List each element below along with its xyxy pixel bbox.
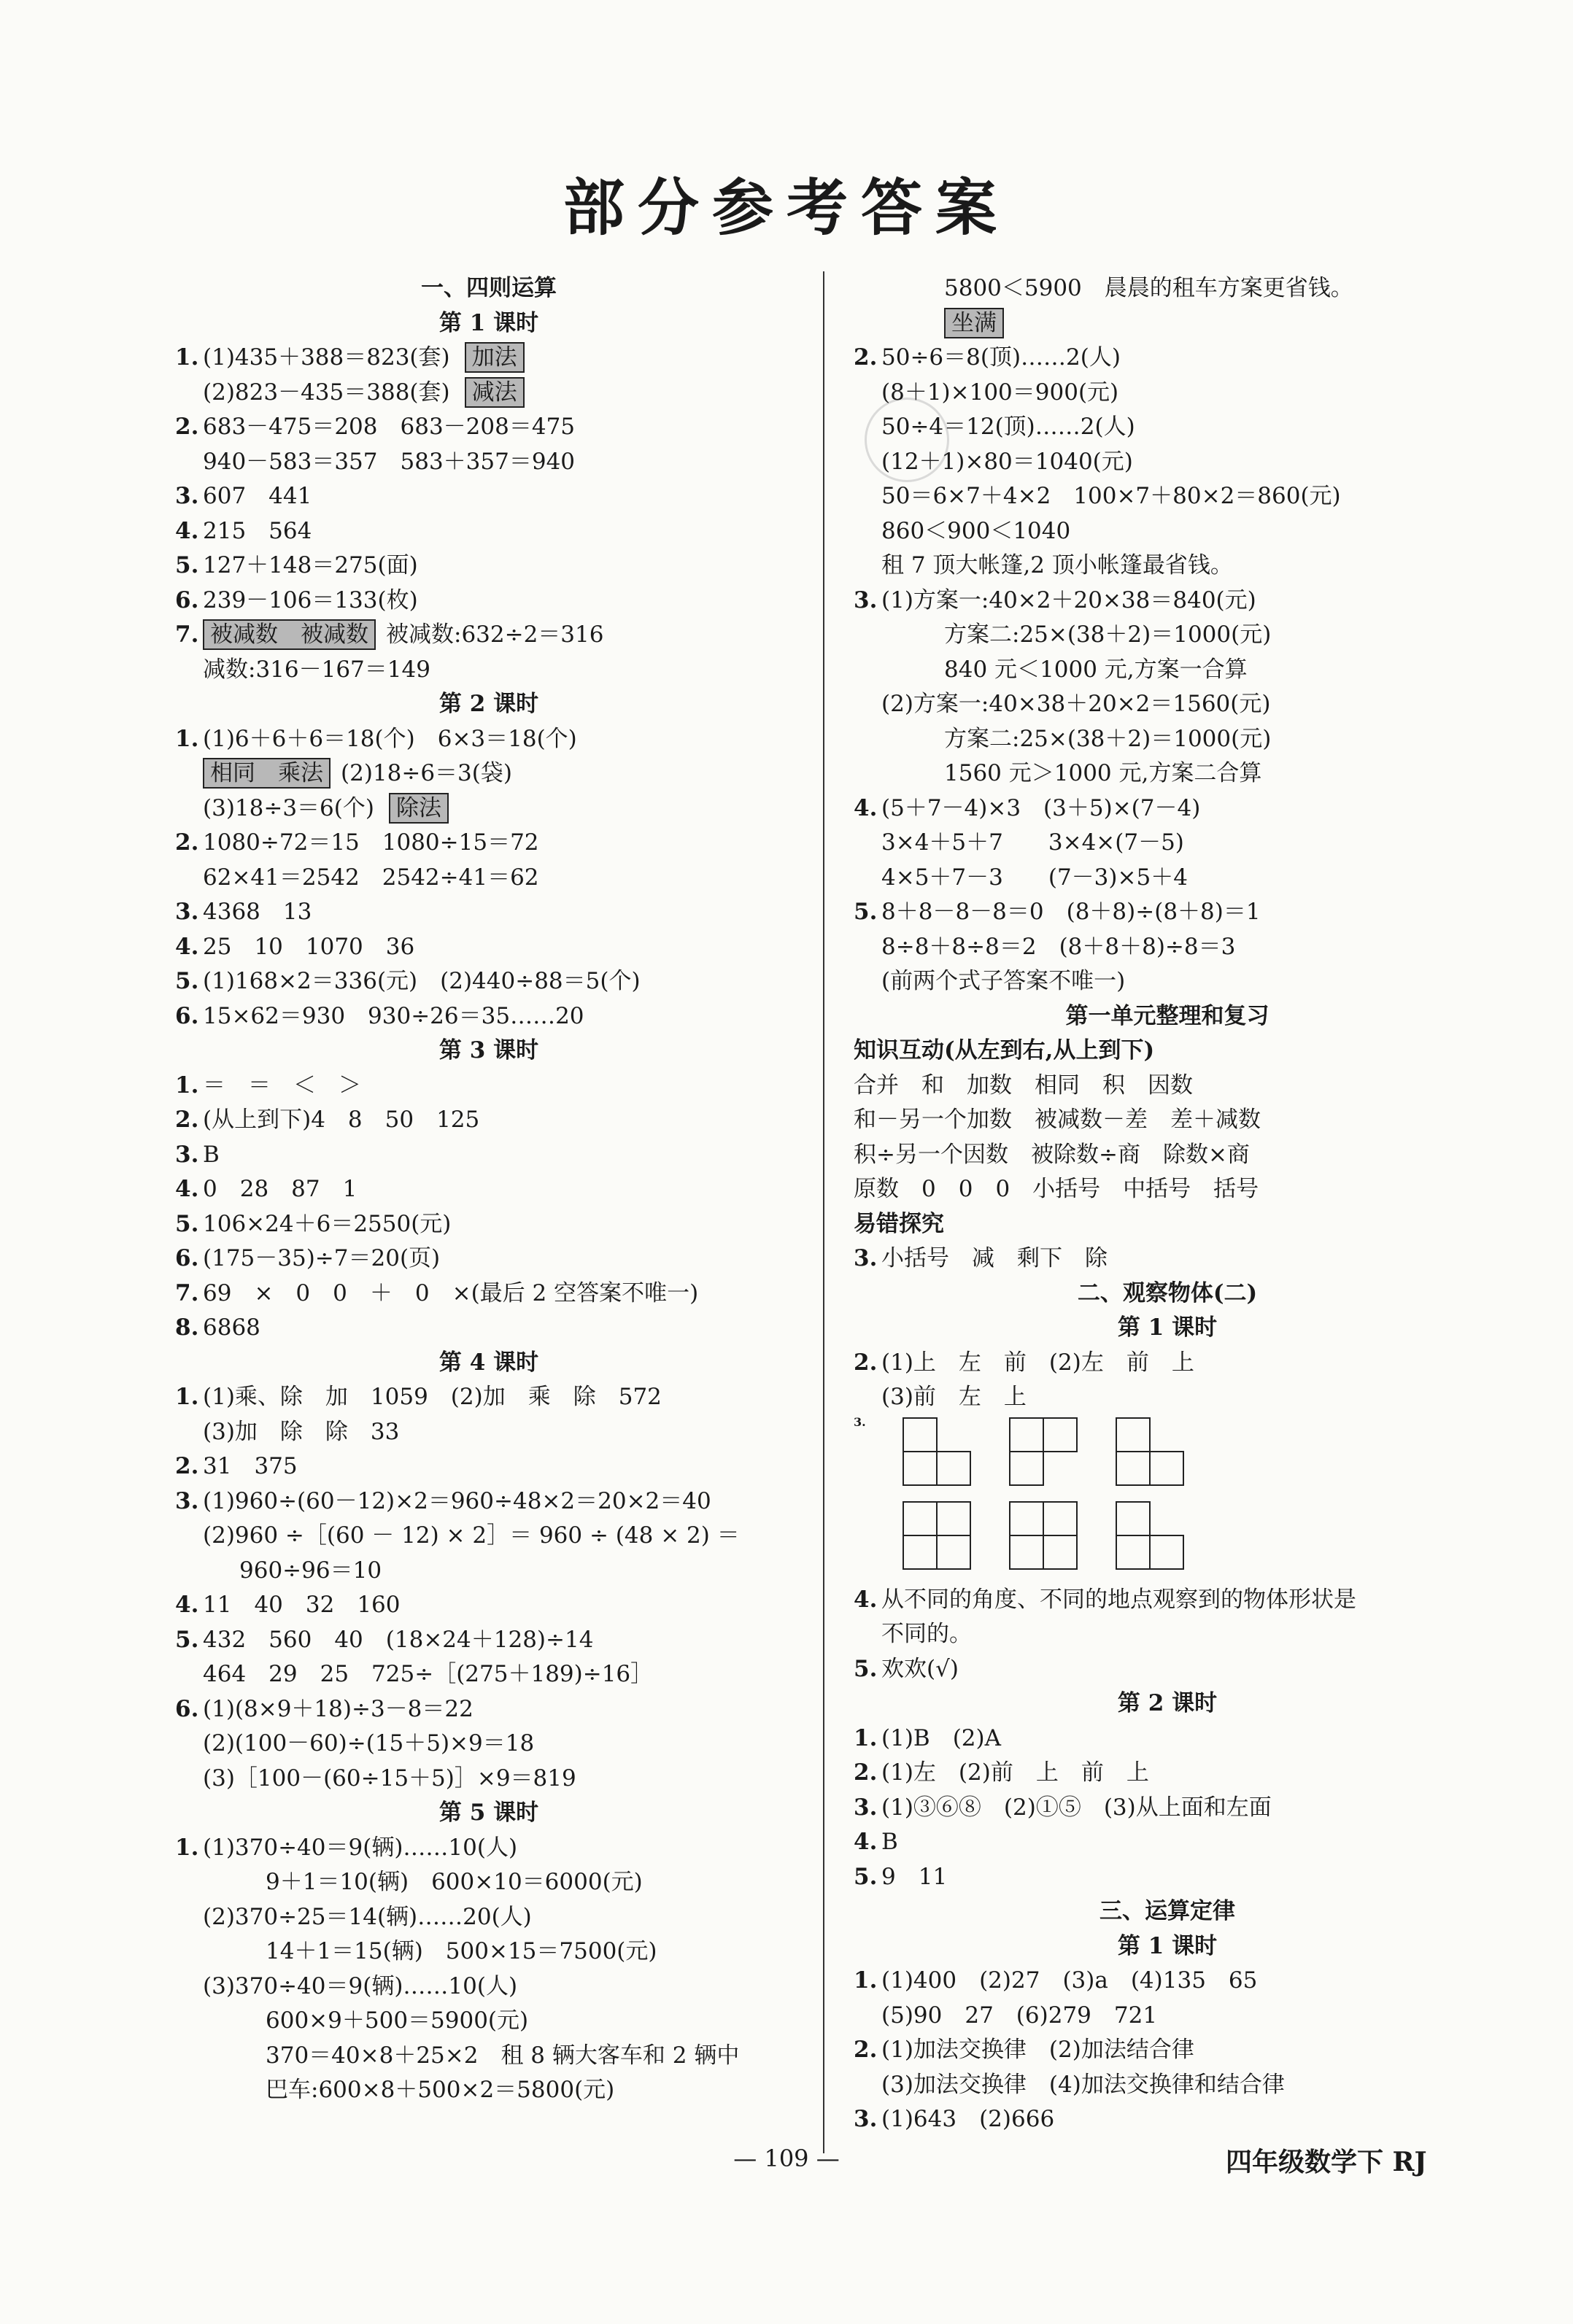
answer-text: 25 10 1070 36 <box>203 933 415 960</box>
answer-text: 62×41＝2542 2542÷41＝62 <box>203 864 539 891</box>
shape-square <box>903 1501 938 1536</box>
answer-number: 5. <box>175 552 199 578</box>
shape-gap <box>1150 1418 1183 1452</box>
answer-text: (1)上 左 前 (2)左 前 上 <box>881 1349 1194 1376</box>
answer-line <box>854 1242 1481 1277</box>
left-column <box>175 271 803 2108</box>
answer-line <box>854 1034 1481 1069</box>
answer-text: (1)643 (2)666 <box>881 2106 1055 2132</box>
section-heading: 第 3 课时 <box>438 1037 539 1064</box>
answer-line <box>854 410 1481 445</box>
answer-text: 8＋8－8－8＝0 (8＋8)÷(8＋8)＝1 <box>881 899 1261 925</box>
answer-number: 5. <box>175 1626 199 1653</box>
shape-square <box>1043 1501 1078 1536</box>
answer-number: 3. <box>175 483 199 509</box>
answer-text: 租 7 顶大帐篷,2 顶小帐篷最省钱。 <box>881 552 1233 578</box>
shape-square <box>936 1501 971 1536</box>
answer-number: 3. <box>175 1141 199 1168</box>
answer-text: 960÷96＝10 <box>239 1557 382 1584</box>
shape-square <box>1116 1417 1151 1452</box>
answer-line <box>854 861 1481 896</box>
section-heading: 三、运算定律 <box>1099 1898 1235 1924</box>
answer-line <box>854 584 1481 619</box>
answer-text: (1)左 (2)前 上 前 上 <box>881 1759 1149 1786</box>
view-shape <box>1010 1418 1077 1485</box>
shape-square <box>936 1535 971 1570</box>
answer-text: 15×62＝930 930÷26＝35……20 <box>203 1002 584 1029</box>
answer-text: 69 × 0 0 ＋ 0 ×(最后 2 空答案不唯一) <box>203 1279 699 1306</box>
answer-number: 7. <box>175 621 199 648</box>
section-heading: 第 1 课时 <box>438 309 539 336</box>
answer-line <box>854 826 1481 861</box>
answer-line <box>854 1138 1481 1173</box>
right-column <box>854 271 1481 2137</box>
answer-text: (1)加法交换律 (2)加法结合律 <box>881 2037 1194 2063</box>
answer-number: 2. <box>175 414 199 440</box>
answer-text: (1)乘、除 加 1059 (2)加 乘 除 572 <box>203 1384 662 1410</box>
answer-text: (3)前 左 上 <box>881 1384 1027 1410</box>
answer-text: (3)加 除 除 33 <box>203 1418 400 1445</box>
answer-line <box>175 584 803 619</box>
shape-square <box>1043 1417 1078 1452</box>
answer-text: 3×4＋5＋7 3×4×(7－5) <box>881 829 1184 856</box>
answer-line <box>854 930 1481 965</box>
answer-line <box>175 514 803 549</box>
answer-line <box>175 1727 803 1762</box>
answer-number: 5. <box>175 1210 199 1237</box>
answer-line <box>175 999 803 1034</box>
answer-number: 4. <box>175 1176 199 1202</box>
answer-text: 50÷4＝12(顶)……2(人) <box>881 414 1135 440</box>
highlight-box: 坐满 <box>944 308 1004 338</box>
answer-line <box>854 376 1481 411</box>
answer-line <box>854 964 1481 999</box>
answer-number: 2. <box>854 1349 878 1376</box>
answer-text: 不同的。 <box>881 1621 972 1647</box>
answer-number: 3. <box>854 2106 878 2132</box>
answer-text: (2)18÷6＝3(袋) <box>341 760 512 786</box>
answer-line <box>854 1964 1481 1999</box>
shape-square <box>1009 1501 1044 1536</box>
shape-square <box>903 1451 938 1486</box>
answer-line <box>175 1831 803 1866</box>
answer-line <box>175 1554 803 1589</box>
answer-line <box>175 756 803 791</box>
answer-line <box>175 1415 803 1450</box>
answer-line <box>175 445 803 480</box>
answer-text: 50＝6×7＋4×2 100×7＋80×2＝860(元) <box>881 483 1341 509</box>
answer-line <box>175 549 803 584</box>
answer-line <box>854 2102 1481 2137</box>
answer-text: (3)370÷40＝9(辆)……10(人) <box>203 1972 518 1999</box>
answer-line <box>854 618 1481 653</box>
view-shape <box>1010 1502 1077 1569</box>
answer-text: 欢欢(√) <box>881 1655 959 1682</box>
answer-text: 和－另一个加数 被减数－差 差＋减数 <box>854 1107 1261 1133</box>
answer-text: (3)加法交换律 (4)加法交换律和结合律 <box>881 2071 1285 2098</box>
answer-text: (1)(8×9＋18)÷3－8＝22 <box>203 1695 474 1722</box>
answer-line <box>854 895 1481 930</box>
answer-number: 1. <box>175 1072 199 1099</box>
answer-line <box>175 2039 803 2074</box>
answer-text: (2)方案一:40×38＋20×2＝1560(元) <box>881 691 1271 717</box>
answer-number: 3. <box>854 586 878 613</box>
answer-text: 巴车:600×8＋500×2＝5800(元) <box>266 2077 615 2103</box>
answer-line <box>854 1069 1481 1104</box>
answer-line <box>854 1825 1481 1860</box>
answer-line <box>175 1657 803 1692</box>
answer-number: 6. <box>175 1245 199 1271</box>
answer-line <box>854 479 1481 514</box>
answer-line <box>175 1865 803 1900</box>
answer-number: 3. <box>854 1794 878 1821</box>
answer-line <box>175 618 803 653</box>
answer-text: 积÷另一个因数 被除数÷商 除数×商 <box>854 1141 1250 1168</box>
answer-text: 知识互动(从左到右,从上到下) <box>854 1037 1155 1064</box>
answer-text: 127＋148＝275(面) <box>203 552 418 578</box>
answer-text: (2)823－435＝388(套) <box>203 379 450 406</box>
answer-number: 6. <box>175 1002 199 1029</box>
view-shape <box>1116 1502 1183 1569</box>
answer-line <box>854 1860 1481 1895</box>
answer-number: 2. <box>175 829 199 856</box>
answer-number: 4. <box>854 794 878 821</box>
answer-text: (1)435＋388＝823(套) <box>203 344 450 371</box>
answer-line <box>854 1583 1481 1618</box>
answer-text: 239－106＝133(枚) <box>203 586 418 613</box>
answer-number: 8. <box>175 1314 199 1341</box>
answer-line <box>175 1762 803 1797</box>
answer-text: (2)(100－60)÷(15＋5)×9＝18 <box>203 1730 535 1756</box>
answer-line <box>175 1969 803 2005</box>
column-divider <box>823 271 824 2153</box>
section-heading: 第 2 课时 <box>1117 1690 1218 1716</box>
answer-line <box>175 479 803 514</box>
answer-text: 940－583＝357 583＋357＝940 <box>203 448 576 475</box>
answer-text: (5)90 27 (6)279 721 <box>881 2002 1158 2029</box>
answer-text: 14＋1＝15(辆) 500×15＝7500(元) <box>266 1938 657 1964</box>
answer-number: 1. <box>175 344 199 371</box>
answer-number: 4. <box>854 1829 878 1855</box>
answer-line <box>175 1138 803 1173</box>
answer-line <box>175 964 803 999</box>
answer-line <box>175 1623 803 1658</box>
answer-line <box>175 1277 803 1312</box>
answer-text: (从上到下)4 8 50 125 <box>203 1107 480 1133</box>
section-heading: 一、四则运算 <box>421 275 557 301</box>
answer-text: (1)③⑥⑧ (2)①⑤ (3)从上面和左面 <box>881 1794 1272 1821</box>
shape-square <box>1009 1417 1044 1452</box>
answer-line <box>854 1999 1481 2034</box>
answer-line <box>175 2004 803 2039</box>
answer-text: 607 441 <box>203 483 312 509</box>
answer-text: 易错探究 <box>854 1210 944 1237</box>
answer-line <box>175 930 803 965</box>
answer-line <box>854 1380 1481 1415</box>
answer-line <box>854 687 1481 722</box>
shape-gap <box>1043 1452 1077 1485</box>
answer-line <box>854 445 1481 480</box>
answer-text: 方案二:25×(38＋2)＝1000(元) <box>944 725 1272 752</box>
view-shape <box>1116 1418 1183 1485</box>
shape-square <box>903 1535 938 1570</box>
answer-text: 原数 0 0 0 小括号 中括号 括号 <box>854 1176 1259 1202</box>
answer-text: 840 元＜1000 元,方案一合算 <box>944 656 1248 683</box>
view-shape <box>903 1418 970 1485</box>
answer-text: 合并 和 加数 相同 积 因数 <box>854 1072 1193 1099</box>
answer-text: 从不同的角度、不同的地点观察到的物体形状是 <box>881 1586 1356 1613</box>
answer-number: 4. <box>175 933 199 960</box>
answer-line <box>854 271 1481 306</box>
answer-text: (3)18÷3＝6(个) <box>203 794 374 821</box>
answer-line <box>854 722 1481 757</box>
answer-text: (2)370÷25＝14(辆)……20(人) <box>203 1903 532 1930</box>
answer-line <box>854 549 1481 584</box>
view-shape <box>903 1502 970 1569</box>
answer-number: 4. <box>854 1586 878 1613</box>
answer-text: 被减数:632÷2＝316 <box>386 621 604 648</box>
answer-line <box>854 1617 1481 1652</box>
answer-line <box>854 653 1481 688</box>
answer-line <box>175 1934 803 1969</box>
highlight-box: 加法 <box>465 342 525 373</box>
answer-text: 1080÷72＝15 1080÷15＝72 <box>203 829 539 856</box>
answer-number: 3. <box>854 1414 866 1429</box>
answer-text: (1)168×2＝336(元) (2)440÷88＝5(个) <box>203 968 641 994</box>
answer-line <box>175 826 803 861</box>
section-heading: 第 5 课时 <box>438 1800 539 1826</box>
shape-square <box>936 1451 971 1486</box>
grade-label: 四年级数学下 RJ <box>1226 2147 1427 2177</box>
answer-text: 8÷8＋8÷8＝2 (8＋8＋8)÷8＝3 <box>881 933 1236 960</box>
answer-line <box>854 2068 1481 2103</box>
answer-number: 2. <box>854 2037 878 2063</box>
answer-line <box>175 1449 803 1484</box>
shape-square <box>1009 1535 1044 1570</box>
answer-text: B <box>881 1829 898 1855</box>
answer-number: 1. <box>175 1384 199 1410</box>
answer-text: (8＋1)×100＝900(元) <box>881 379 1119 406</box>
answer-line <box>854 1721 1481 1756</box>
section-heading: 第 1 课时 <box>1117 1932 1218 1959</box>
answer-number: 5. <box>175 968 199 994</box>
answer-line <box>854 1652 1481 1687</box>
answer-line <box>854 1103 1481 1138</box>
answer-text: 9 11 <box>881 1863 948 1890</box>
highlight-box: 被减数 被减数 <box>203 619 376 650</box>
answer-number: 1. <box>175 1834 199 1861</box>
answer-line <box>175 1242 803 1277</box>
page-number: — 109 — <box>733 2145 840 2172</box>
answer-number: 1. <box>175 725 199 752</box>
answer-line <box>854 1207 1481 1242</box>
answer-line <box>175 410 803 445</box>
answer-number: 3. <box>175 1487 199 1514</box>
answer-line <box>175 1588 803 1623</box>
answer-line <box>854 514 1481 549</box>
answer-number: 4. <box>175 1592 199 1618</box>
answer-text: 4368 13 <box>203 899 312 925</box>
answer-text: (1)400 (2)27 (3)a (4)135 65 <box>881 1967 1258 1994</box>
answer-text: 370＝40×8＋25×2 租 8 辆大客车和 2 辆中 <box>266 2042 740 2069</box>
answer-line <box>854 1346 1481 1381</box>
answer-text: 31 375 <box>203 1453 298 1479</box>
answer-line <box>175 376 803 411</box>
answer-text: 106×24＋6＝2550(元) <box>203 1210 452 1237</box>
answer-number: 5. <box>854 1863 878 1890</box>
shape-square <box>1116 1451 1151 1486</box>
answer-line <box>175 1692 803 1727</box>
answer-text: 6868 <box>203 1314 260 1341</box>
shape-square <box>1116 1535 1151 1570</box>
answer-text: 0 28 87 1 <box>203 1176 358 1202</box>
shape-gap <box>1150 1502 1183 1535</box>
answer-number: 5. <box>854 899 878 925</box>
answer-line <box>175 1380 803 1415</box>
answer-text: (1)960÷(60－12)×2＝960÷48×2＝20×2＝40 <box>203 1487 711 1514</box>
answer-line <box>175 1172 803 1207</box>
answer-number: 2. <box>175 1107 199 1133</box>
answer-text: (前两个式子答案不唯一) <box>881 968 1126 994</box>
answer-text: (1)370÷40＝9(辆)……10(人) <box>203 1834 518 1861</box>
answer-line <box>854 2033 1481 2068</box>
answer-line <box>854 756 1481 791</box>
answer-text: 4×5＋7－3 (7－3)×5＋4 <box>881 864 1188 891</box>
answer-text: 464 29 25 725÷［(275＋189)÷16］ <box>203 1661 654 1687</box>
answer-text: 860＜900＜1040 <box>881 517 1071 544</box>
answer-text: 小括号 减 剩下 除 <box>881 1245 1108 1271</box>
answer-text: 50÷6＝8(顶)……2(人) <box>881 344 1121 371</box>
answer-text: 683－475＝208 683－208＝475 <box>203 414 576 440</box>
answer-line <box>175 1900 803 1935</box>
shape-square <box>1009 1451 1044 1486</box>
answer-number: 4. <box>175 517 199 544</box>
answer-text: 432 560 40 (18×24＋128)÷14 <box>203 1626 594 1653</box>
answer-text: 600×9＋500＝5900(元) <box>266 2007 529 2034</box>
section-heading: 第 2 课时 <box>438 691 539 717</box>
answer-text: (1)B (2)A <box>881 1724 1001 1751</box>
answer-text: 215 564 <box>203 517 312 544</box>
highlight-box: 减法 <box>465 377 525 408</box>
answer-text: 方案二:25×(38＋2)＝1000(元) <box>944 621 1272 648</box>
answer-line <box>175 1519 803 1554</box>
answer-text: (5＋7－4)×3 (3＋5)×(7－4) <box>881 794 1201 821</box>
answer-line <box>175 1069 803 1104</box>
answer-number: 3. <box>175 899 199 925</box>
answer-line <box>854 306 1481 341</box>
highlight-box: 相同 乘法 <box>203 758 331 789</box>
shape-square <box>1116 1501 1151 1536</box>
answer-shapes <box>854 1415 1481 1583</box>
answer-line <box>175 791 803 826</box>
answer-text: (12＋1)×80＝1040(元) <box>881 448 1133 475</box>
answer-line <box>175 861 803 896</box>
answer-number: 1. <box>854 1724 878 1751</box>
answer-text: (1)方案一:40×2＋20×38＝840(元) <box>881 586 1256 613</box>
answer-number: 3. <box>854 1245 878 1271</box>
answer-line <box>854 1756 1481 1791</box>
answer-number: 5. <box>854 1655 878 1682</box>
shape-square <box>1043 1535 1078 1570</box>
page-title: 部分参考答案 <box>563 171 1010 244</box>
answer-text: (175－35)÷7＝20(页) <box>203 1245 441 1271</box>
answer-line <box>175 1103 803 1138</box>
answer-number: 1. <box>854 1967 878 1994</box>
section-heading: 第 1 课时 <box>1117 1314 1218 1341</box>
answer-text: ＝ ＝ ＜ ＞ <box>203 1072 361 1099</box>
answer-text: 5800＜5900 晨晨的租车方案更省钱。 <box>944 275 1353 301</box>
answer-line <box>854 1791 1481 1826</box>
section-heading: 第 4 课时 <box>438 1349 539 1376</box>
answer-number: 6. <box>175 1695 199 1722</box>
answer-number: 6. <box>175 586 199 613</box>
answer-number: 2. <box>854 344 878 371</box>
answer-text: 减数:316－167＝149 <box>203 656 430 683</box>
answer-line <box>175 1311 803 1346</box>
answer-number: 2. <box>854 1759 878 1786</box>
answer-text: (1)6＋6＋6＝18(个) 6×3＝18(个) <box>203 725 577 752</box>
shape-square <box>1149 1535 1184 1570</box>
answer-line <box>175 2073 803 2108</box>
answer-line <box>175 1207 803 1242</box>
answer-number: 2. <box>175 1453 199 1479</box>
answer-text: B <box>203 1141 220 1168</box>
answer-text: 11 40 32 160 <box>203 1592 401 1618</box>
answer-text: (3)［100－(60÷15＋5)］×9＝819 <box>203 1765 576 1792</box>
answer-number: 7. <box>175 1279 199 1306</box>
answer-line <box>854 341 1481 376</box>
answer-line <box>175 341 803 376</box>
shape-gap <box>937 1418 970 1452</box>
answer-line <box>175 722 803 757</box>
answer-line <box>175 1484 803 1519</box>
section-heading: 二、观察物体(二) <box>1077 1279 1258 1306</box>
answer-line <box>854 791 1481 826</box>
shape-square <box>903 1417 938 1452</box>
answer-text: (2)960 ÷［(60 － 12) × 2］＝ 960 ÷ (48 × 2) ＝ <box>203 1522 740 1549</box>
answer-line <box>175 653 803 688</box>
section-heading: 第一单元整理和复习 <box>1065 1002 1269 1029</box>
shape-square <box>1149 1451 1184 1486</box>
answer-line <box>854 1172 1481 1207</box>
highlight-box: 除法 <box>389 793 449 824</box>
answer-text: 1560 元＞1000 元,方案二合算 <box>944 760 1262 786</box>
answer-text: 9＋1＝10(辆) 600×10＝6000(元) <box>266 1869 643 1895</box>
answer-line <box>175 895 803 930</box>
